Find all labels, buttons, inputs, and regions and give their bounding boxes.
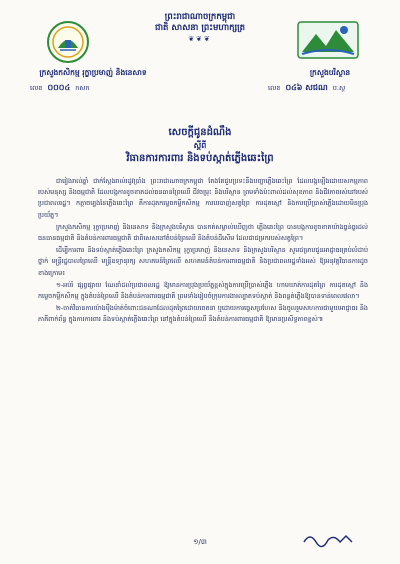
ref-left-prefix: លេខ — [30, 84, 43, 92]
paragraph: ក្រសួងកសិកម្ម រុក្ខាប្រមាញ់ និងនេសាទ និងក្រសួងបរិស្ថាន បានកត់សម្គាល់ឃើញថា ភ្លើងឆេះព្រៃ បានបង្កការខូចខាតយ៉ាងធ្ងន់ធ្ងរដល់ធនធានធម្មជាតិ និងតំបន់ការពារធម្មជាតិ ជាពិសេសនៅតំបន់ព្រៃឈើ និងតំបន់ដីសើម ដែលជាជម្រករបស់សត្វព្រៃ។ — [38, 222, 368, 243]
document-title — [0, 126, 400, 166]
org-right-name: ក្រសួងបរិស្ថាន — [309, 68, 351, 77]
paragraph: ដើម្បីការពារ និងទប់ស្កាត់ភ្លើងឆេះព្រៃ ក្រសួងកសិកម្ម រុក្ខាប្រមាញ់ និងនេសាទ និងក្រសួងបរិស្ថាន សូមជម្រាបជូនអាជ្ញាធរគ្រប់លំដាប់ថ្នាក់ មន្ត្រីរដ្ឋបាលព្រៃឈើ មន្ត្រីឧទ្យានុរក្ស សហគមន៍ព្រៃឈើ សហគមន៍តំបន់ការពារធម្មជាតិ និងប្រជាពលរដ្ឋទាំងអស់ ឱ្យអនុវត្តវិធានការដូចខាងក្រោម៖ — [38, 246, 368, 277]
ref-left-suffix: កសក — [75, 84, 90, 92]
ref-left — [30, 82, 90, 94]
ref-left-number: ០០០៤ — [47, 83, 71, 92]
paragraph: ជារៀងរាល់ឆ្នាំ ជាក់ស្តែងរាល់រដូវប្រាំង ព្រះរាជាណាចក្រកម្ពុជា តែងតែជួបប្រទះនឹងបញ្ហាភ្លើងឆេះព្រៃ ដែលបង្កឡើងដោយសកម្មភាពរបស់មនុស្ស និងធម្មជាតិ ដែលបង្កការខូចខាតដល់ធនធានព្រៃឈើ ជីវចម្រុះ និងបរិស្ថាន ព្រមទាំងប៉ះពាល់ដល់សុខភាព និងជីវភាពរស់នៅរបស់ប្រជាពលរដ្ឋ។ កត្តាចម្បងនៃភ្លើងឆេះព្រៃ គឺការដុតកម្ទេចកម្ទីកសិកម្ម ការបរបាញ់សត្វព្រៃ ការដុតស្មៅ និងការប្រើប្រាស់ភ្លើងដោយមិនប្រុងប្រយ័ត្ន។ — [38, 177, 368, 219]
environment-ministry-logo — [296, 20, 360, 60]
title-line-2: ស្តីពី — [193, 141, 207, 150]
ref-right-suffix: ប.ស្ថ — [332, 84, 346, 92]
title-line-1: សេចក្តីជូនដំណឹង — [168, 127, 232, 138]
title-line-3: វិធានការការពារ និងទប់ស្កាត់ភ្លើងឆេះព្រៃ — [126, 153, 274, 164]
ref-right-number: ០៤៦ សជណ — [285, 83, 328, 92]
paragraph: ២-ចាត់វិធានការយ៉ាងម៉ឺងម៉ាត់ចំពោះជនណាដែលដុតព្រៃដោយចេតនា ឬដោយការធ្វេសប្រហែស និងចូលរួមសហការជាមួយអាជ្ញាធរ និងភាគីពាក់ព័ន្ធ ក្នុងការការពារ និងទប់ស្កាត់ភ្លើងឆេះព្រៃ នៅក្នុងតំបន់ព្រៃឈើ និងតំបន់ការពារធម្មជាតិ ឱ្យមានប្រសិទ្ធភាពខ្ពស់៕ — [38, 304, 368, 324]
kingdom-motto: ជាតិ សាសនា ព្រះមហាក្សត្រ — [154, 23, 246, 33]
org-left-name: ក្រសួងកសិកម្ម រុក្ខាប្រមាញ់ និងនេសាទ — [39, 68, 147, 77]
signature-mark — [300, 530, 360, 548]
document-body — [38, 176, 368, 327]
page-number: ១/៣ — [193, 538, 207, 546]
ornament-divider: ❦❦❦ — [188, 35, 212, 43]
agriculture-ministry-logo — [46, 20, 90, 64]
paragraph: ១-អប់រំ ផ្សព្វផ្សាយ ណែនាំដល់ប្រជាពលរដ្ឋ ឱ្យមានការប្រុងប្រយ័ត្នខ្ពស់ក្នុងការប្រើប្រាស់ភ្លើង ហាមឃាត់ការដុតព្រៃ ការដុតស្មៅ និងកម្ទេចកម្ទីកសិកម្ម ក្នុងតំបន់ព្រៃឈើ និងតំបន់ការពារធម្មជាតិ ព្រមទាំងរៀបចំក្រុមការងារល្បាតទប់ស្កាត់ និងពន្លត់ភ្លើងឱ្យបានទាន់ពេលវេលា។ — [38, 280, 368, 301]
ref-right — [268, 82, 345, 94]
kingdom-name: ព្រះរាជាណាចក្រកម្ពុជា — [164, 12, 236, 22]
ref-right-prefix: លេខ — [268, 84, 281, 92]
